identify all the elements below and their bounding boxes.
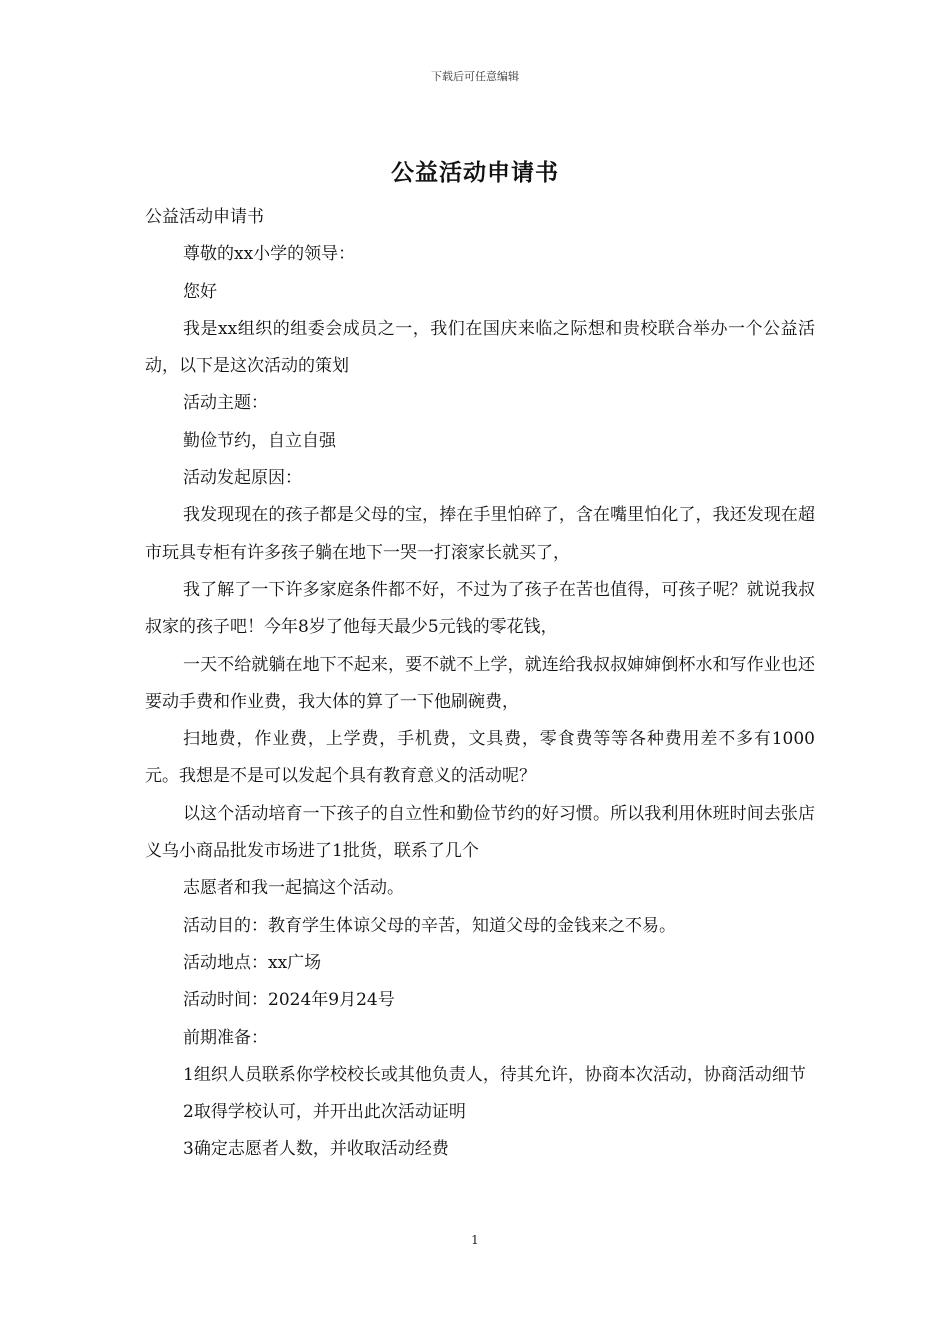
paragraph-reason-6: 志愿者和我一起搞这个活动。 (183, 878, 404, 899)
page-number: 1 (471, 1233, 479, 1247)
document-title: 公益活动申请书 (391, 160, 559, 186)
paragraph-preparation-3: 3确定志愿者人数，并收取活动经费 (183, 1139, 449, 1160)
paragraph-greeting: 您好 (183, 281, 217, 302)
paragraph-reason-2: 我了解了一下许多家庭条件都不好，不过为了孩子在苦也值得，可孩子呢？就说我叔叔家的孩子吧！今年8岁了他每天最少5元钱的零花钱， (145, 579, 815, 638)
header-note: 下载后可任意编辑 (431, 70, 519, 83)
paragraph-reason-5: 以这个活动培育一下孩子的自立性和勤俭节约的好习惯。所以我利用休班时间去张店义乌小商品批发市场进了1批货，联系了几个 (145, 803, 815, 862)
paragraph-introduction: 我是xx组织的组委会成员之一，我们在国庆来临之际想和贵校联合举办一个公益活动，以下是这次活动的策划 (145, 318, 815, 377)
paragraph-salutation: 尊敬的xx小学的领导： (183, 244, 356, 265)
paragraph-preparation-heading: 前期准备： (183, 1027, 268, 1048)
paragraph-location: 活动地点：xx广场 (183, 952, 322, 973)
paragraph-reason-1: 我发现现在的孩子都是父母的宝，捧在手里怕碎了，含在嘴里怕化了，我还发现在超市玩具专柜有许多孩子躺在地下一哭一打滚家长就买了， (145, 505, 815, 563)
paragraph-reason-4: 扫地费，作业费，上学费，手机费，文具费，零食费等等各种费用差不多有1000元。我想是不是可以发起个具有教育意义的活动呢？ (145, 729, 815, 787)
paragraph-preparation-1: 1组织人员联系你学校校长或其他负责人，待其允许，协商本次活动，协商活动细节 (183, 1064, 806, 1085)
paragraph-subtitle: 公益活动申请书 (145, 207, 264, 227)
paragraph-purpose: 活动目的：教育学生体谅父母的辛苦，知道父母的金钱来之不易。 (183, 915, 676, 936)
paragraph-time: 活动时间：2024年9月24号 (183, 990, 395, 1011)
paragraph-theme: 勤俭节约，自立自强 (183, 430, 336, 451)
paragraph-preparation-2: 2取得学校认可，并开出此次活动证明 (183, 1102, 466, 1123)
paragraph-theme-heading: 活动主题： (183, 393, 268, 414)
paragraph-reason-heading: 活动发起原因： (183, 468, 302, 489)
document-body (145, 199, 815, 1169)
paragraph-reason-3: 一天不给就躺在地下不起来，要不就不上学，就连给我叔叔婶婶倒杯水和写作业也还要动手费和作业费，我大体的算了一下他刷碗费， (145, 654, 815, 712)
